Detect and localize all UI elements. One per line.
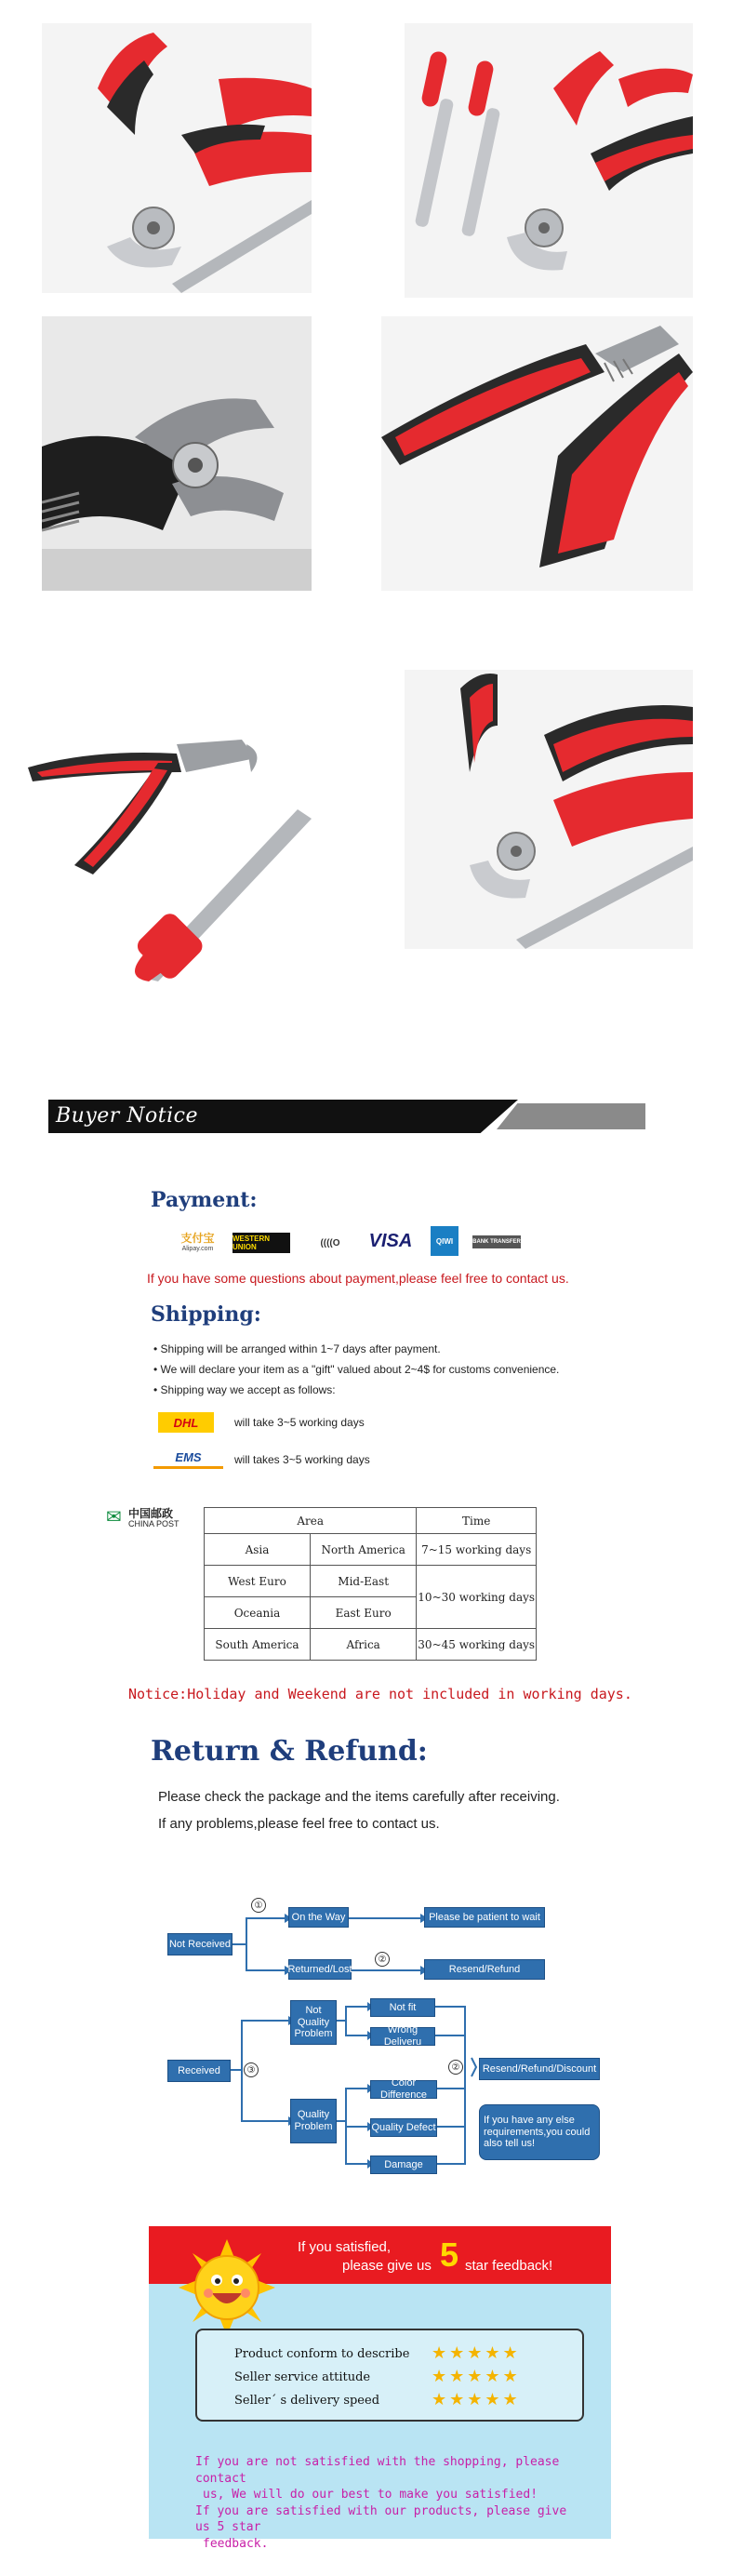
flow-returned-lost: Returned/Lost bbox=[288, 1959, 352, 1980]
flow-resend-refund: Resend/Refund bbox=[424, 1959, 545, 1980]
product-photo-4 bbox=[381, 316, 693, 591]
table-row: West Euro Mid-East 10~30 working days bbox=[205, 1566, 537, 1597]
refund-heading: Return & Refund: bbox=[151, 1735, 428, 1768]
dhl-time: will take 3~5 working days bbox=[234, 1416, 365, 1429]
table-header-time: Time bbox=[417, 1508, 537, 1534]
ems-logo: EMS bbox=[153, 1448, 223, 1469]
flow-marker-2: ② bbox=[375, 1952, 390, 1967]
china-post-logo: ✉ 中国邮政 CHINA POST bbox=[106, 1507, 179, 1528]
payment-heading: Payment: bbox=[151, 1188, 258, 1212]
product-photo-6 bbox=[405, 670, 693, 949]
flow-not-quality-problem: Not Quality Problem bbox=[290, 2000, 337, 2045]
shipping-time-table bbox=[204, 1507, 537, 1661]
buyer-notice-title: Buyer Notice bbox=[56, 1104, 199, 1128]
rating-label: Seller service attitude bbox=[234, 2370, 371, 2384]
refund-line: If any problems,please feel free to contact us. bbox=[158, 1816, 440, 1832]
star-rating-icon: ★★★★★ bbox=[432, 2390, 521, 2409]
flow-marker-3: ③ bbox=[244, 2062, 259, 2077]
flow-else-note: If you have any else requirements,you could also tell us! bbox=[479, 2104, 600, 2160]
flow-damage: Damage bbox=[370, 2156, 437, 2174]
flow-quality-defect: Quality Defect bbox=[370, 2118, 437, 2137]
rating-label: Seller´ s delivery speed bbox=[234, 2394, 380, 2408]
star-rating-icon: ★★★★★ bbox=[432, 2367, 521, 2385]
flow-on-the-way: On the Way bbox=[288, 1907, 349, 1928]
table-row: Asia North America 7~15 working days bbox=[205, 1534, 537, 1566]
flow-marker-4: ② bbox=[448, 2060, 463, 2075]
shipping-bullet: • Shipping will be arranged within 1~7 days after payment. bbox=[153, 1342, 441, 1355]
flow-marker-1: ① bbox=[251, 1898, 266, 1913]
payment-contact-note: If you have some questions about payment,please feel free to contact us. bbox=[147, 1271, 569, 1286]
bank-transfer-logo: BANK TRANSFER bbox=[472, 1235, 521, 1248]
flow-received: Received bbox=[167, 2060, 231, 2082]
shipping-heading: Shipping: bbox=[151, 1302, 261, 1327]
shipping-bullet: • We will declare your item as a "gift" valued about 2~4$ for customs convenience. bbox=[153, 1363, 560, 1376]
ems-time: will takes 3~5 working days bbox=[234, 1453, 370, 1466]
feedback-line1: If you satisfied, bbox=[298, 2239, 392, 2255]
alipay-logo: 支付宝 Alipay.com bbox=[180, 1232, 215, 1252]
flow-not-received: Not Received bbox=[167, 1933, 232, 1955]
sun-mascot-icon bbox=[179, 2239, 275, 2336]
product-photo-5 bbox=[19, 670, 330, 981]
qiwi-logo: QIWI bbox=[431, 1226, 458, 1256]
product-photo-3 bbox=[42, 316, 312, 591]
visa-logo: VISA bbox=[368, 1230, 413, 1251]
product-photo-1 bbox=[42, 23, 312, 293]
product-photo-2 bbox=[405, 23, 693, 298]
buyer-notice-banner bbox=[48, 1100, 645, 1133]
dhl-logo: DHL bbox=[158, 1412, 214, 1433]
flow-color-difference: Color Difference bbox=[370, 2080, 437, 2099]
star-rating-icon: ★★★★★ bbox=[432, 2343, 521, 2362]
table-header-area: Area bbox=[205, 1508, 417, 1534]
flow-wrong-delivery: Wrong Deliveru bbox=[370, 2027, 435, 2046]
western-union-logo: WESTERN UNION bbox=[232, 1233, 290, 1253]
feedback-five: 5 bbox=[440, 2236, 459, 2274]
rating-box bbox=[195, 2329, 584, 2422]
flow-not-fit: Not fit bbox=[370, 1998, 435, 2017]
moneybookers-logo: ((((O bbox=[320, 1237, 340, 1248]
feedback-card bbox=[149, 2226, 611, 2551]
table-row: South America Africa 30~45 working days bbox=[205, 1629, 537, 1661]
flow-resend-refund-discount: Resend/Refund/Discount bbox=[479, 2058, 600, 2080]
shipping-bullet: • Shipping way we accept as follows: bbox=[153, 1383, 336, 1396]
feedback-bottom-text: If you are not satisfied with the shopping, please contact us, We will do our best to make you satisfied! If you are satisfied with our products, please give us 5 star feedback. bbox=[195, 2455, 567, 2551]
refund-line: Please check the package and the items carefully after receiving. bbox=[158, 1789, 560, 1805]
feedback-line2: please give us bbox=[342, 2258, 432, 2274]
working-days-notice: Notice:Holiday and Weekend are not included in working days. bbox=[128, 1686, 632, 1702]
table-row: Oceania East Euro bbox=[205, 1597, 537, 1629]
china-post-icon: ✉ bbox=[106, 1507, 122, 1528]
flow-quality-problem: Quality Problem bbox=[290, 2099, 337, 2143]
rating-label: Product conform to describe bbox=[234, 2347, 410, 2361]
flow-be-patient: Please be patient to wait bbox=[424, 1907, 545, 1928]
feedback-line2b: star feedback! bbox=[465, 2258, 553, 2274]
